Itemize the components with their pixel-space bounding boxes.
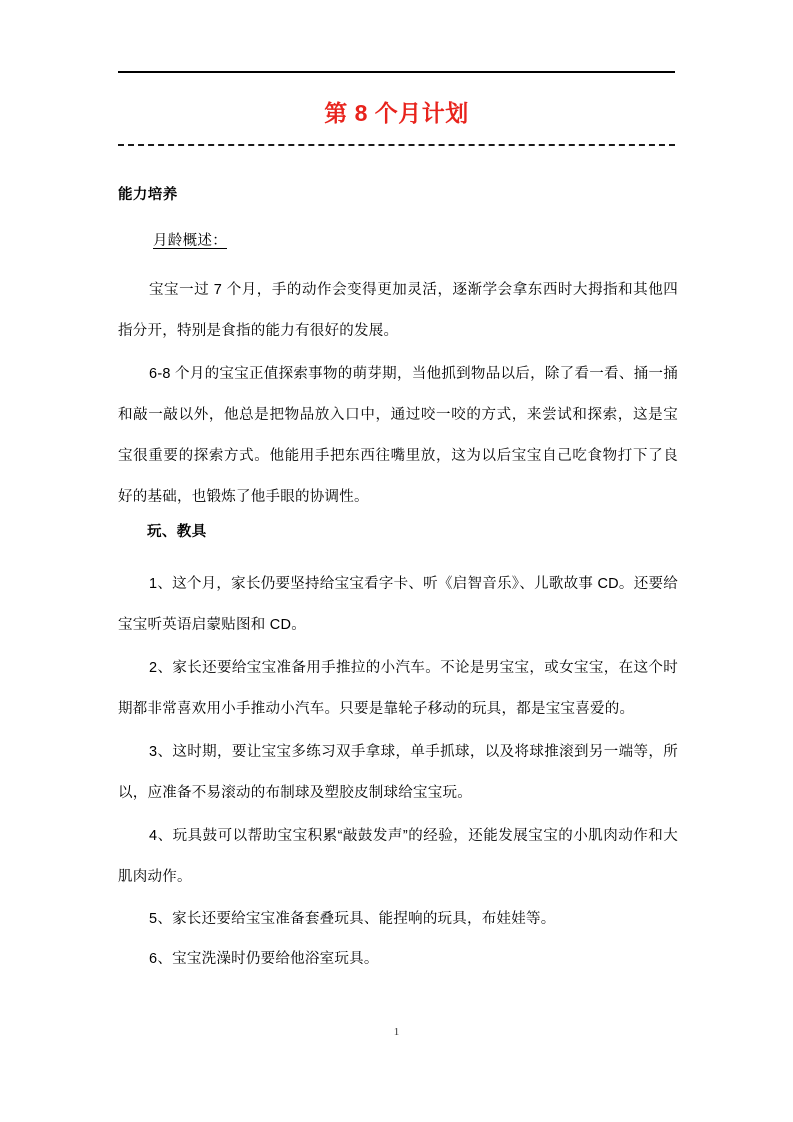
toy-item-3: 3、这时期，要让宝宝多练习双手拿球，单手抓球，以及将球推滚到另一端等，所以，应准备不易滚动的布制球及塑胶皮制球给宝宝玩。 [118,744,678,801]
page-title: 第 8 个月计划 [324,100,469,126]
paragraph-overview-2: 6-8 个月的宝宝正值探索事物的萌芽期，当他抓到物品以后，除了看一看、捅一捅和敲一敲以外，他总是把物品放入口中，通过咬一咬的方式，来尝试和探索，这是宝宝很重要的探索方式。他能用手把东西往嘴里放，这为以后宝宝自己吃食物打下了良好的基础，也锻炼了他手眼的协调性。 [118,366,678,505]
toy-item-2: 2、家长还要给宝宝准备用手推拉的小汽车。不论是男宝宝，或女宝宝，在这个时期都非常喜欢用小手推动小汽车。只要是靠轮子移动的玩具，都是宝宝喜爱的。 [118,660,678,717]
document-body [118,183,678,978]
toy-item-6: 6、宝宝洗澡时仍要给他浴室玩具。 [149,951,379,967]
paragraph-overview-1: 宝宝一过 7 个月，手的动作会变得更加灵活，逐渐学会拿东西时大拇指和其他四指分开，特别是食指的能力有很好的发展。 [118,282,678,339]
toy-item-1: 1、这个月，家长仍要坚持给宝宝看字卡、听《启智音乐》、儿歌故事 CD。还要给宝宝听英语启蒙贴图和 CD。 [118,576,678,633]
top-solid-rule [118,71,675,73]
section-heading-ability: 能力培养 [118,187,178,203]
page-number: 1 [393,1026,400,1038]
subsection-label-overview-text: 月龄概述： [153,233,227,249]
title-dashed-rule [118,144,675,146]
toy-item-5: 5、家长还要给宝宝准备套叠玩具、能捏响的玩具，布娃娃等。 [149,911,556,927]
subsection-label-overview [118,228,678,254]
toy-item-4: 4、玩具鼓可以帮助宝宝积累“敲鼓发声”的经验，还能发展宝宝的小肌肉动作和大肌肉动作。 [118,828,678,885]
subsection-heading-toys: 玩、教具 [147,524,207,540]
